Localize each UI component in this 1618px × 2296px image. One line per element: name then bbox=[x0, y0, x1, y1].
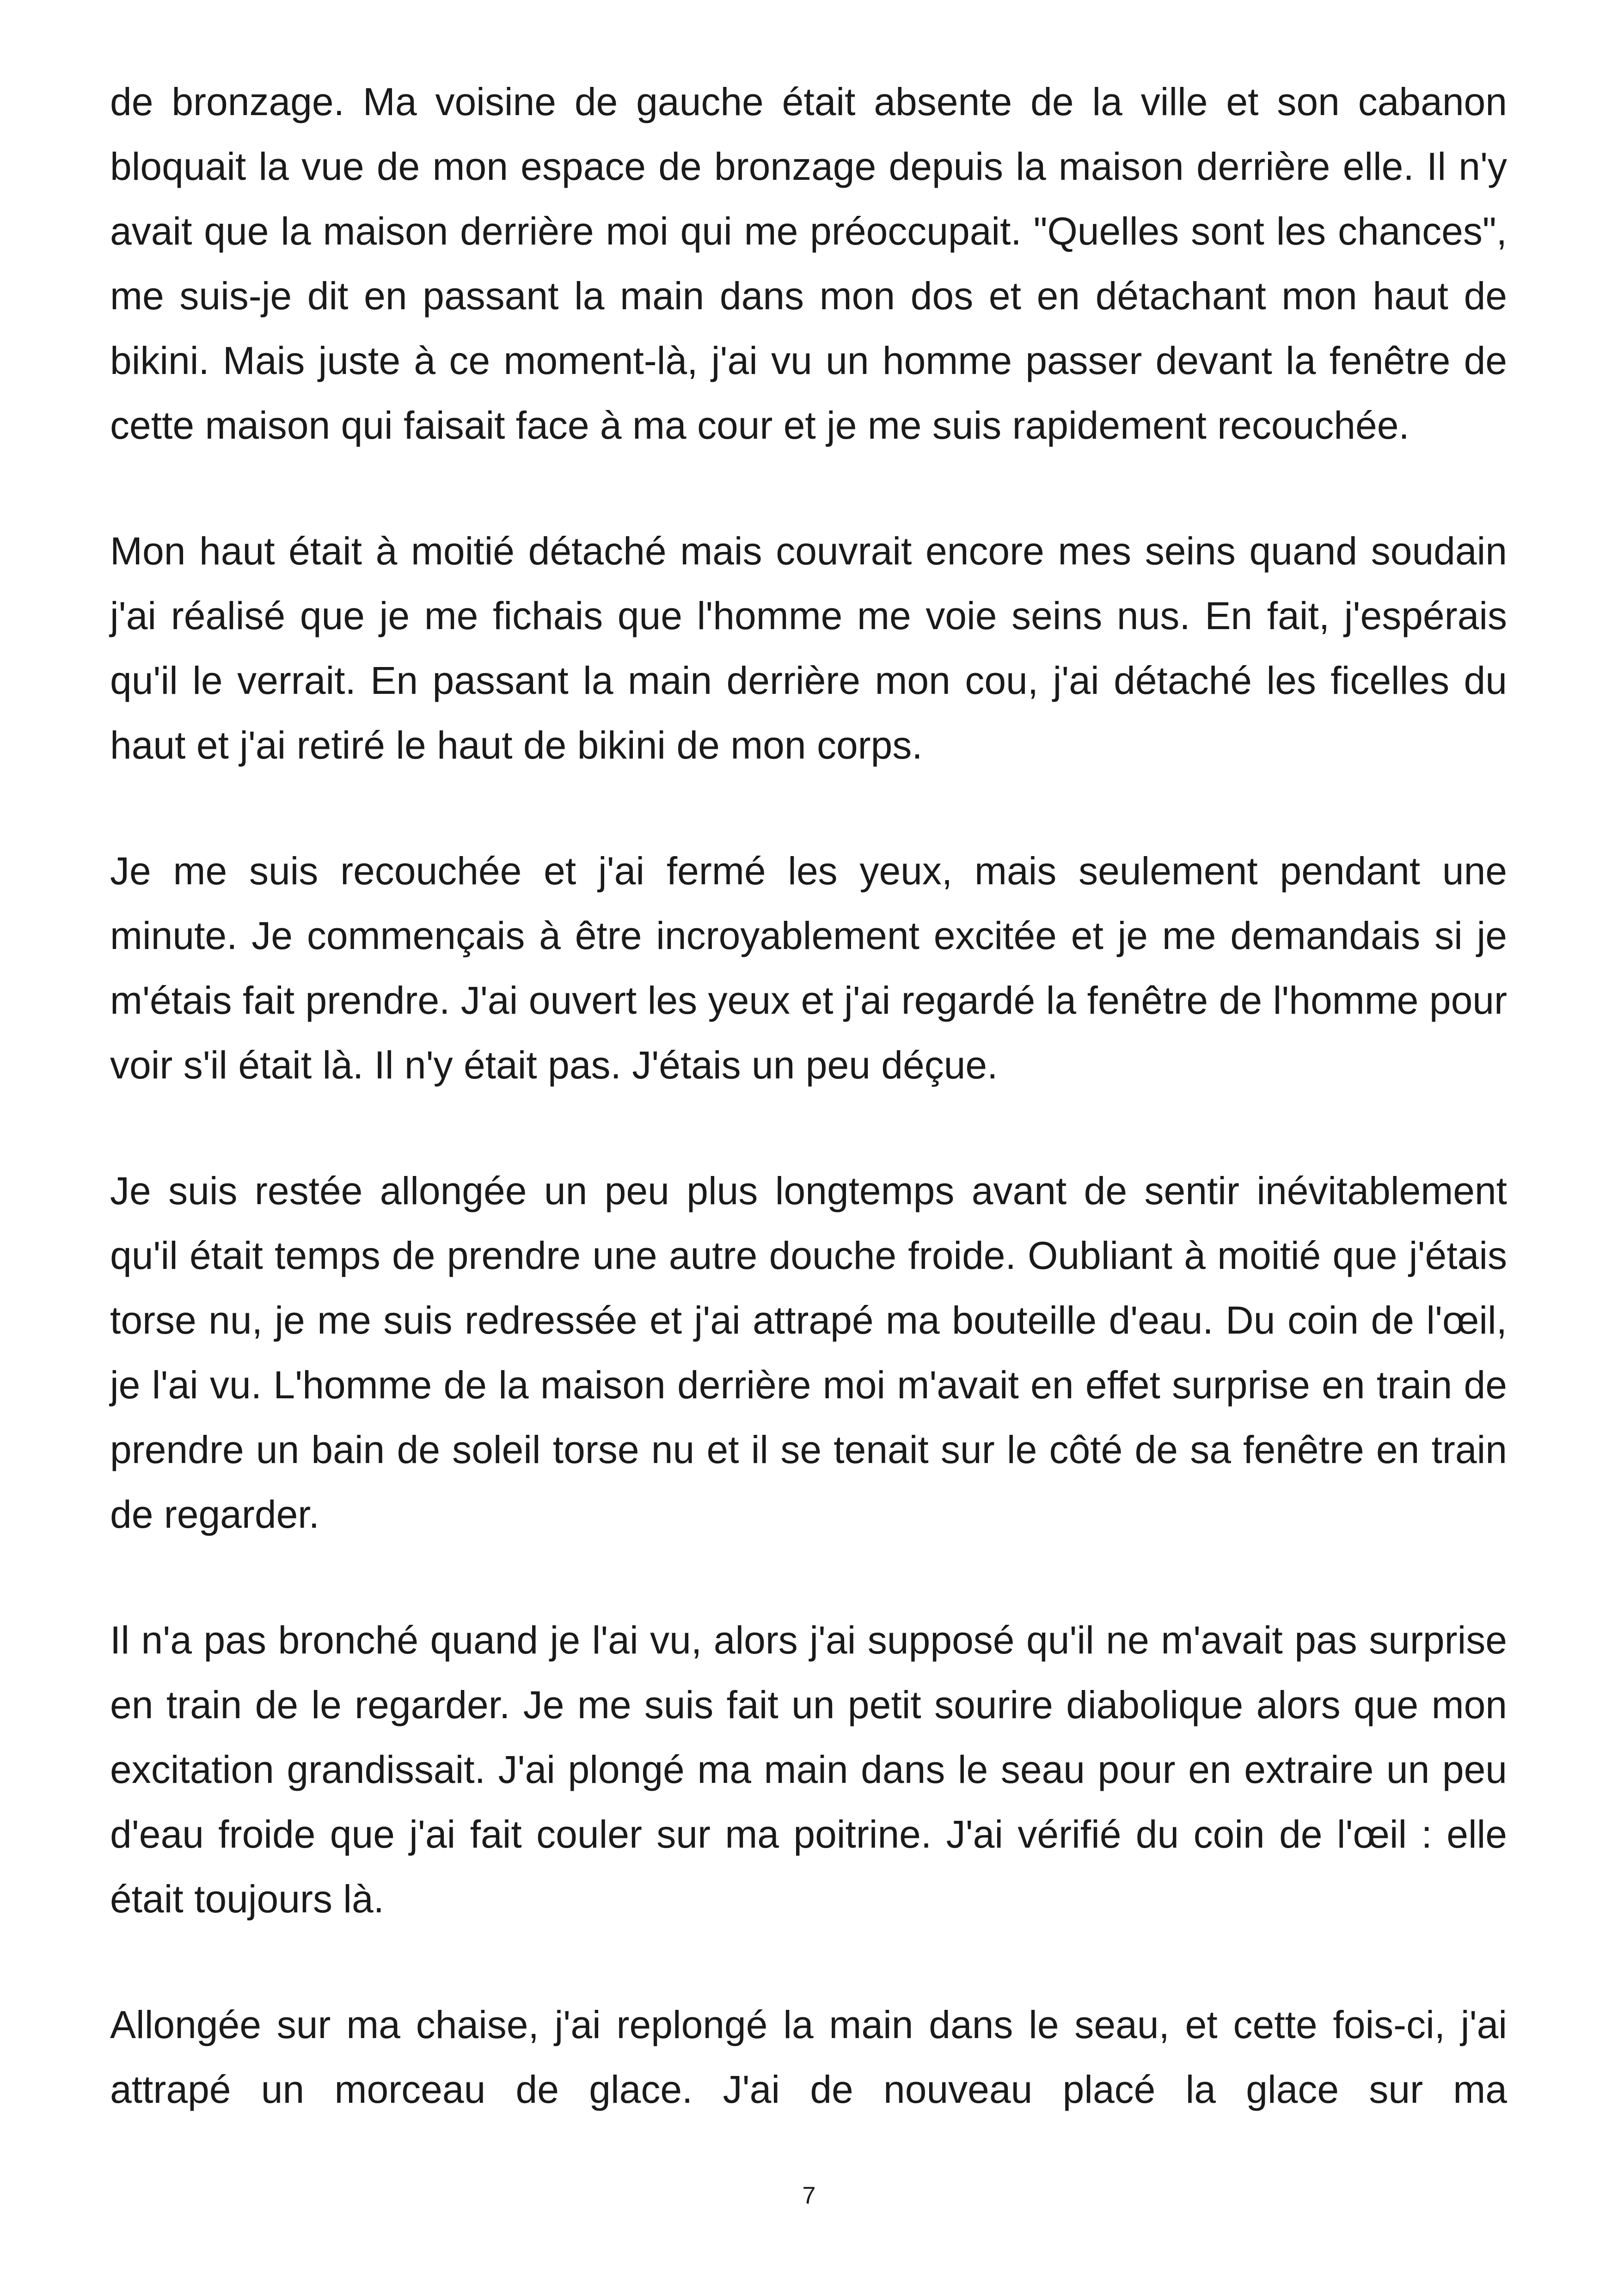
body-text bbox=[110, 69, 1507, 2122]
paragraph: Je me suis recouchée et j'ai fermé les yeux, mais seulement pendant une minute. Je commençais à être incroyablement excitée et je me demandais si je m'étais fait prendre. J'ai ouvert les yeux et j'ai regardé la fenêtre de l'homme pour voir s'il était là. Il n'y était pas. J'étais un peu déçue. bbox=[110, 849, 1507, 1087]
paragraph: de bronzage. Ma voisine de gauche était absente de la ville et son cabanon bloquait la vue de mon espace de bronzage depuis la maison derrière elle. Il n'y avait que la maison derrière moi qui me préoccupait. "Quelles sont les chances", me suis-je dit en passant la main dans mon dos et en détachant mon haut de bikini. Mais juste à ce moment-là, j'ai vu un homme passer devant la fenêtre de cette maison qui faisait face à ma cour et je me suis rapidement recouchée. bbox=[110, 80, 1507, 447]
page-number: 7 bbox=[802, 2182, 816, 2209]
paragraph: Je suis restée allongée un peu plus longtemps avant de sentir inévitablement qu'il était temps de prendre une autre douche froide. Oubliant à moitié que j'étais torse nu, je me suis redressée et j'ai attrapé ma bouteille d'eau. Du coin de l'œil, je l'ai vu. L'homme de la maison derrière moi m'avait en effet surprise en train de prendre un bain de soleil torse nu et il se tenait sur le côté de sa fenêtre en train de regarder. bbox=[110, 1169, 1507, 1536]
paragraph: Il n'a pas bronché quand je l'ai vu, alors j'ai supposé qu'il ne m'avait pas surprise en train de le regarder. Je me suis fait un petit sourire diabolique alors que mon excitation grandissait. J'ai plongé ma main dans le seau pour en extraire un peu d'eau froide que j'ai fait couler sur ma poitrine. J'ai vérifié du coin de l'œil : elle était toujours là. bbox=[110, 1618, 1507, 1921]
paragraph: Mon haut était à moitié détaché mais couvrait encore mes seins quand soudain j'ai réalisé que je me fichais que l'homme me voie seins nus. En fait, j'espérais qu'il le verrait. En passant la main derrière mon cou, j'ai détaché les ficelles du haut et j'ai retiré le haut de bikini de mon corps. bbox=[110, 529, 1507, 767]
paragraph: Allongée sur ma chaise, j'ai replongé la main dans le seau, et cette fois-ci, j'ai attrapé un morceau de glace. J'ai de nouveau placé la glace sur ma bbox=[110, 2003, 1507, 2111]
